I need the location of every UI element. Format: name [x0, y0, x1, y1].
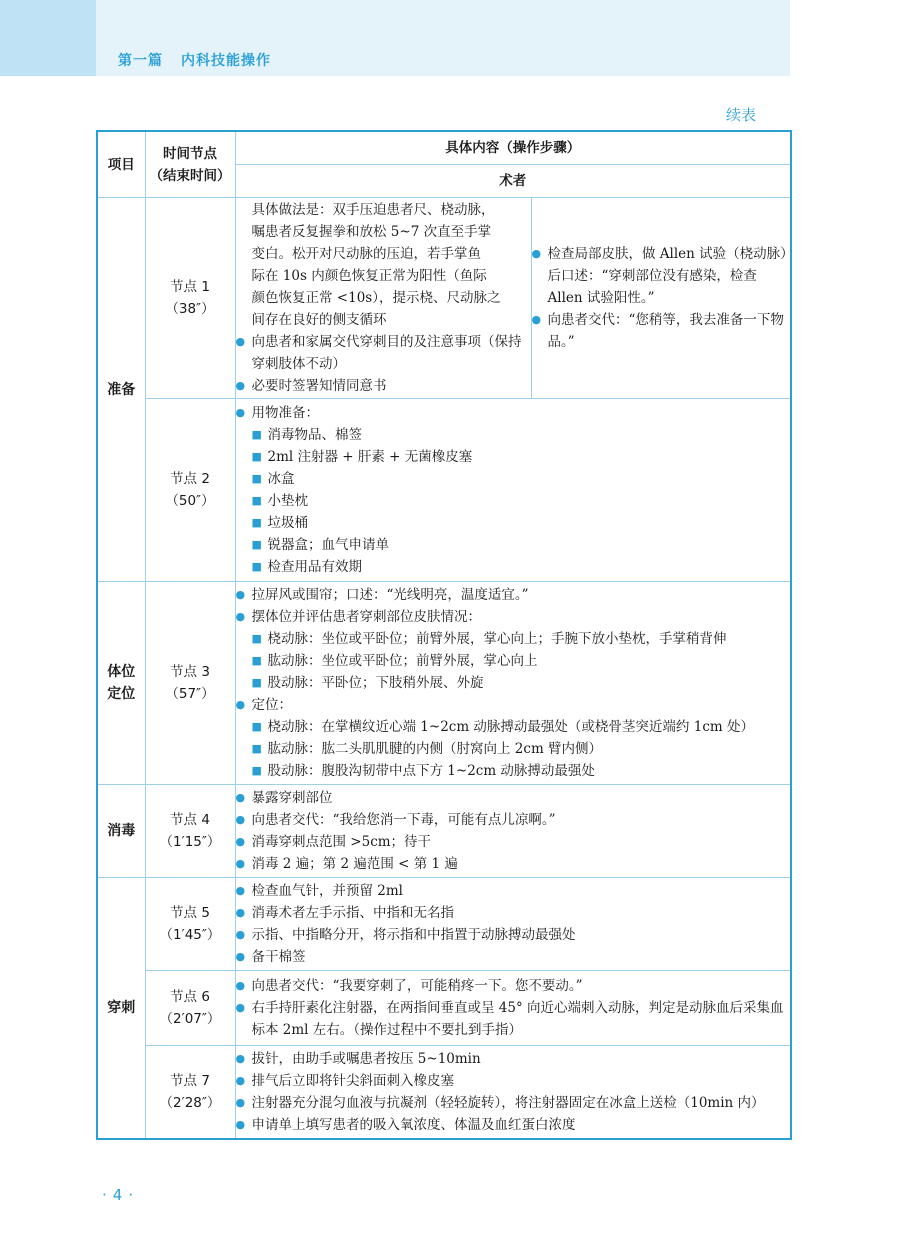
list-item: ● 向患者交代：“您稍等，我去准备一下物品。”: [532, 309, 791, 353]
bullet-icon: ●: [235, 906, 246, 919]
bullet-icon: ●: [235, 791, 246, 804]
list-item: ■ 锐器盒；血气申请单: [236, 534, 791, 556]
list-item: ● 拉屏风或围帘；口述：“光线明亮，温度适宜。”: [236, 584, 791, 606]
bullet-icon: ●: [235, 1118, 246, 1131]
square-bullet-icon: ■: [251, 764, 262, 777]
node-3-label: 节点 3: [170, 664, 210, 680]
header-time-node-line1: 时间节点: [163, 145, 217, 162]
header-time-node-line2: （结束时间）: [149, 167, 231, 184]
list-item: 变白。松开对尺动脉的压迫，若手掌鱼: [251, 246, 481, 262]
list-item: ● 检查局部皮肤，做 Allen 试验（桡动脉）后口述：“穿刺部位没有感染，检查 Allen 试验阳性。”: [532, 243, 791, 309]
bullet-icon: ●: [235, 379, 246, 392]
node-4-content: [235, 785, 791, 878]
node-5-content: [235, 878, 791, 971]
bullet-icon: ●: [531, 313, 542, 326]
node-4-time: （1′15″）: [159, 834, 221, 850]
header-tab: [0, 0, 96, 76]
list-item: 间存在良好的侧支循环: [251, 312, 387, 328]
page-number: [96, 1186, 139, 1204]
list-item: ● 拔针，由助手或嘱患者按压 5~10min: [236, 1048, 791, 1070]
page-number-value: 4: [112, 1186, 123, 1204]
node-2-content: [235, 399, 791, 582]
list-item: ■ 小垫枕: [236, 490, 791, 512]
bullet-icon: ●: [235, 610, 246, 623]
bullet-icon: ●: [235, 884, 246, 897]
row-node-7: [97, 1046, 791, 1140]
square-bullet-icon: ■: [251, 472, 262, 485]
list-item: ■ 冰盒: [236, 468, 791, 490]
list-item: 具体做法是：双手压迫患者尺、桡动脉，: [251, 202, 495, 218]
node-1: [145, 198, 235, 399]
list-item: ● 示指、中指略分开，将示指和中指置于动脉搏动最强处: [236, 924, 791, 946]
list-item: ■ 股动脉：腹股沟韧带中点下方 1~2cm 动脉搏动最强处: [236, 760, 791, 782]
node-7-label: 节点 7: [170, 1073, 210, 1089]
bullet-icon: ●: [235, 1001, 246, 1014]
bullet-icon: ●: [235, 979, 246, 992]
list-item: ■ 检查用品有效期: [236, 556, 791, 578]
list-item: ● 必要时签署知情同意书: [236, 375, 531, 397]
node-2-time: （50″）: [165, 493, 215, 509]
node-4-label: 节点 4: [170, 812, 210, 828]
node-7-time: （2′28″）: [159, 1095, 221, 1111]
node-1-left-content: [235, 198, 531, 399]
row-node-2: [97, 399, 791, 582]
square-bullet-icon: ■: [251, 632, 262, 645]
row-node-5: [97, 878, 791, 971]
list-item: ● 向患者和家属交代穿刺目的及注意事项（保持穿刺肢体不动）: [236, 331, 531, 375]
item-position: [97, 582, 145, 785]
chapter-label: 内科技能操作: [181, 53, 271, 69]
node-4: [145, 785, 235, 878]
node-6: [145, 971, 235, 1046]
list-item: ● 消毒 2 遍；第 2 遍范围 < 第 1 遍: [236, 853, 791, 875]
node-5-time: （1′45″）: [159, 927, 221, 943]
node-5: [145, 878, 235, 971]
item-position-line2: 定位: [107, 686, 136, 702]
list-item: ● 消毒穿刺点范围 >5cm；待干: [236, 831, 791, 853]
list-item: ■ 桡动脉：坐位或平卧位；前臂外展，掌心向上；手腕下放小垫枕，手掌稍背伸: [236, 628, 791, 650]
row-node-3: [97, 582, 791, 785]
bullet-icon: ●: [531, 247, 542, 260]
row-node-1: [97, 198, 791, 399]
node-1-time: （38″）: [165, 301, 215, 317]
list-item: ■ 消毒物品、棉签: [236, 424, 791, 446]
node-2: [145, 399, 235, 582]
square-bullet-icon: ■: [251, 654, 262, 667]
list-item: 际在 10s 内颜色恢复正常为阳性（鱼际: [251, 268, 487, 284]
header-time-node: [145, 131, 235, 198]
bullet-icon: ●: [235, 698, 246, 711]
bullet-icon: ●: [235, 813, 246, 826]
list-item: ● 备干棉签: [236, 946, 791, 968]
node-6-time: （2′07″）: [159, 1011, 221, 1027]
square-bullet-icon: ■: [251, 538, 262, 551]
header-content: 具体内容（操作步骤）: [235, 131, 791, 165]
square-bullet-icon: ■: [251, 494, 262, 507]
item-disinfect: 消毒: [97, 785, 145, 878]
node-3-content: [235, 582, 791, 785]
item-position-line1: 体位: [107, 664, 136, 680]
list-item: 颜色恢复正常 <10s），提示桡、尺动脉之: [251, 290, 501, 306]
node-2-label: 节点 2: [170, 471, 210, 487]
row-node-4: [97, 785, 791, 878]
node-3-time: （57″）: [165, 686, 215, 702]
square-bullet-icon: ■: [251, 428, 262, 441]
bullet-icon: ●: [235, 335, 246, 348]
list-item: ● 摆体位并评估患者穿刺部位皮肤情况：: [236, 606, 791, 628]
list-item: ● 注射器充分混匀血液与抗凝剂（轻轻旋转），将注射器固定在冰盒上送检（10min 内）: [236, 1092, 791, 1114]
node-3: [145, 582, 235, 785]
list-item: ■ 2ml 注射器 + 肝素 + 无菌橡皮塞: [236, 446, 791, 468]
bullet-icon: ●: [235, 406, 246, 419]
node-1-label: 节点 1: [170, 279, 210, 295]
list-item: ● 定位：: [236, 694, 791, 716]
list-item: ● 暴露穿刺部位: [236, 787, 791, 809]
square-bullet-icon: ■: [251, 560, 262, 573]
item-puncture: 穿刺: [97, 878, 145, 1140]
part-label: 第一篇: [118, 53, 163, 69]
bullet-icon: ●: [235, 1096, 246, 1109]
list-item: ● 消毒术者左手示指、中指和无名指: [236, 902, 791, 924]
square-bullet-icon: ■: [251, 450, 262, 463]
list-item: ● 检查血气针，并预留 2ml: [236, 880, 791, 902]
bullet-icon: ●: [235, 928, 246, 941]
square-bullet-icon: ■: [251, 720, 262, 733]
list-item: ● 申请单上填写患者的吸入氧浓度、体温及血红蛋白浓度: [236, 1114, 791, 1136]
list-item: ■ 桡动脉：在掌横纹近心端 1~2cm 动脉搏动最强处（或桡骨茎突近端约 1cm 处）: [236, 716, 791, 738]
header-operator: 术者: [235, 165, 791, 198]
dot-icon: ·: [102, 1186, 107, 1204]
bullet-icon: ●: [235, 857, 246, 870]
node-5-label: 节点 5: [170, 905, 210, 921]
procedure-table: [96, 130, 792, 1140]
header-item: 项目: [97, 131, 145, 198]
bullet-icon: ●: [235, 950, 246, 963]
node-1-right-content: [531, 198, 791, 399]
node-6-content: [235, 971, 791, 1046]
node-7: [145, 1046, 235, 1140]
square-bullet-icon: ■: [251, 516, 262, 529]
square-bullet-icon: ■: [251, 676, 262, 689]
list-item: ● 排气后立即将针尖斜面刺入橡皮塞: [236, 1070, 791, 1092]
list-item: ■ 垃圾桶: [236, 512, 791, 534]
bullet-icon: ●: [235, 1052, 246, 1065]
header-row-1: [97, 131, 791, 165]
square-bullet-icon: ■: [251, 742, 262, 755]
bullet-icon: ●: [235, 1074, 246, 1087]
dot-icon: ·: [128, 1186, 134, 1204]
list-item: ● 向患者交代：“我要穿刺了，可能稍疼一下。您不要动。”: [236, 975, 791, 997]
row-node-6: [97, 971, 791, 1046]
node-7-content: [235, 1046, 791, 1140]
bullet-icon: ●: [235, 588, 246, 601]
list-item: ■ 肱动脉：坐位或平卧位；前臂外展，掌心向上: [236, 650, 791, 672]
node-6-label: 节点 6: [170, 989, 210, 1005]
list-item: ■ 肱动脉：肱二头肌肌腱的内侧（肘窝向上 2cm 臂内侧）: [236, 738, 791, 760]
list-item: ● 向患者交代：“我给您消一下毒，可能有点儿凉啊。”: [236, 809, 791, 831]
list-item: ● 右手持肝素化注射器，在两指间垂直或呈 45° 向近心端刺入动脉，判定是动脉血后采集血标本 2ml 左右。（操作过程中不要扎到手指）: [236, 997, 791, 1041]
list-item: 嘱患者反复握拳和放松 5~7 次直至手掌: [251, 224, 492, 240]
item-prep: 准备: [97, 198, 145, 582]
list-item: ■ 股动脉：平卧位；下肢稍外展、外旋: [236, 672, 791, 694]
list-item: ● 用物准备：: [236, 402, 791, 424]
bullet-icon: ●: [235, 835, 246, 848]
continued-label: 续表: [726, 106, 757, 124]
chapter-title: [118, 50, 271, 70]
